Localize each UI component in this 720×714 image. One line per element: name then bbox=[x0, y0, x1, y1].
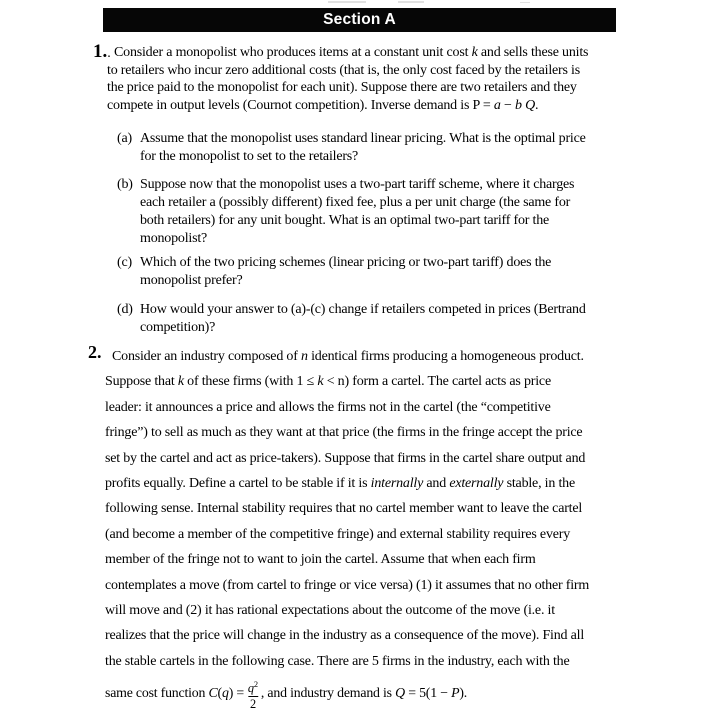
text-line: each retailer a (possibly different) fixed fee, plus a per unit charge (the same for bbox=[140, 195, 571, 211]
scan-artifact bbox=[328, 1, 366, 3]
part-label: (a) bbox=[117, 131, 132, 147]
question-1-text bbox=[107, 44, 627, 114]
question-number: 2. bbox=[88, 342, 102, 362]
text-line: monopolist prefer? bbox=[140, 273, 243, 289]
part-label: (b) bbox=[117, 177, 133, 193]
text-line: will move and (2) it has rational expectations about the outcome of the move (i.e. it bbox=[105, 602, 555, 618]
scan-artifact bbox=[398, 1, 424, 3]
text-line: Which of the two pricing schemes (linear pricing or two-part tariff) does the bbox=[140, 255, 552, 271]
text-line: compete in output levels (Cournot competition). Inverse demand is P = a − b Q. bbox=[107, 97, 539, 113]
text-line: (and become a member of the competitive fringe) and external stability requires every bbox=[105, 526, 571, 542]
section-header-bar bbox=[103, 8, 616, 32]
text-line: realizes that the price will change in the industry as a consequence of the move). Find all bbox=[105, 628, 585, 644]
scan-artifact bbox=[520, 2, 530, 3]
question-2 bbox=[88, 344, 633, 712]
fraction bbox=[248, 678, 258, 711]
text-line: fringe”) to sell as much as they want at that price (the firms in the fringe accept the price bbox=[105, 425, 583, 441]
part-label: (c) bbox=[117, 255, 132, 271]
text-line: Assume that the monopolist uses standard linear pricing. What is the optimal price bbox=[140, 131, 586, 147]
formula-suffix: , and industry demand is Q = 5(1 − P). bbox=[260, 686, 468, 702]
fraction-numerator: $q^2$ bbox=[247, 678, 258, 695]
part-text bbox=[140, 130, 627, 166]
text-line: contemplates a move (from cartel to fringe or vice versa) (1) it assumes that no other firm bbox=[105, 577, 590, 593]
text-line: to retailers who incur zero additional costs (that is, the only cost faced by the retailers is bbox=[107, 62, 580, 78]
text-line: member of the fringe not to want to join the cartel. Assume that when each firm bbox=[105, 552, 536, 568]
formula-prefix: same cost function C(q) = bbox=[105, 686, 244, 702]
text-line: for the monopolist to set to the retailers? bbox=[140, 149, 359, 165]
fraction-denominator: 2 bbox=[249, 696, 256, 711]
part-label: (d) bbox=[117, 302, 133, 318]
question-number: 1.. bbox=[93, 41, 111, 62]
text-line: the price paid to the monopolist for each unit). Suppose there are two retailers and they bbox=[107, 80, 577, 96]
text-line: monopolist? bbox=[140, 231, 208, 247]
text-line: Suppose that k of these firms (with 1 ≤ k < n) form a cartel. The cartel acts as price bbox=[105, 374, 551, 390]
text-line: leader: it announces a price and allows the firms not in the cartel (the “competitive bbox=[105, 399, 551, 415]
text-line: Consider a monopolist who produces items at a constant unit cost k and sells these units bbox=[114, 45, 589, 60]
part-text bbox=[140, 254, 627, 290]
text-line: profits equally. Define a cartel to be stable if it is internally and externally stable, in the bbox=[105, 475, 575, 491]
part-text bbox=[140, 301, 627, 337]
text-line: set by the cartel and act as price-takers). Suppose that firms in the cartel share output and bbox=[105, 450, 586, 466]
text-line: the stable cartels in the following case. There are 5 firms in the industry, each with the bbox=[105, 653, 570, 669]
text-line: Consider an industry composed of n identical firms producing a homogeneous product. bbox=[112, 349, 584, 364]
question-part bbox=[117, 301, 627, 337]
section-title: Section A bbox=[323, 11, 396, 28]
question-1 bbox=[93, 41, 627, 337]
part-text bbox=[140, 176, 627, 248]
text-line: How would your answer to (a)-(c) change if retailers competed in prices (Bertrand bbox=[140, 302, 586, 318]
text-line: following sense. Internal stability requires that no cartel member want to leave the cartel bbox=[105, 501, 583, 517]
question-1-parts bbox=[117, 130, 627, 337]
text-line: both retailers) for any unit bought. What is an optimal two-part tariff for the bbox=[140, 213, 550, 229]
text-line: Suppose now that the monopolist uses a two-part tariff scheme, where it charges bbox=[140, 177, 575, 193]
cost-function-formula-line bbox=[105, 676, 627, 712]
text-line: competition)? bbox=[140, 320, 216, 336]
question-part bbox=[117, 176, 627, 248]
question-part bbox=[117, 254, 627, 290]
question-part bbox=[117, 130, 627, 166]
question-2-text bbox=[105, 344, 627, 674]
